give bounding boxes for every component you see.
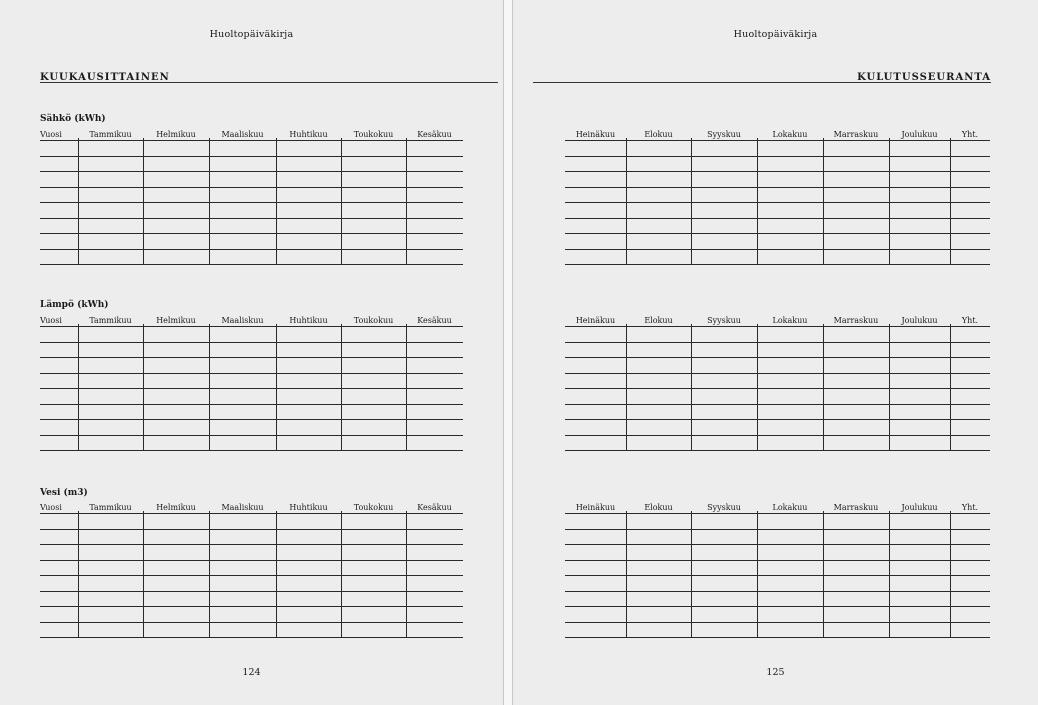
table-row-line [40,560,463,561]
column-header: Huhtikuu [289,316,328,325]
table-row-line [40,326,463,327]
table-row-line [565,264,990,265]
column-header: Vuosi [40,316,62,325]
column-header: Elokuu [644,316,673,325]
heading-rule [40,82,498,83]
column-header: Heinäkuu [575,503,616,512]
table-column-divider [757,138,758,264]
right-page [513,0,1038,705]
column-header: Helmikuu [156,503,196,512]
table-row-line [40,404,463,405]
column-header: Heinäkuu [575,316,616,325]
table-row-line [565,249,990,250]
column-header: Toukokuu [353,130,394,139]
running-head: Huoltopäiväkirja [209,29,294,40]
table-column-divider [209,324,210,450]
table-column-divider [626,511,627,637]
table-column-divider [341,511,342,637]
table-row-line [40,591,463,592]
column-header: Huhtikuu [289,130,328,139]
block-title-water: Vesi (m3) [40,488,88,498]
table-row-line [565,529,990,530]
column-header: Toukokuu [353,503,394,512]
table-row-line [565,419,990,420]
table-column-divider [889,324,890,450]
table-row-line [565,156,990,157]
column-header: Syyskuu [707,503,741,512]
table-row-line [40,529,463,530]
table-row-line [565,388,990,389]
column-header: Tammikuu [89,316,132,325]
column-header: Elokuu [644,130,673,139]
table-row-line [40,575,463,576]
column-header: Marraskuu [833,503,879,512]
column-header: Tammikuu [89,130,132,139]
table-row-line [565,357,990,358]
table-column-divider [950,324,951,450]
page-number: 125 [766,667,785,678]
table-column-divider [341,138,342,264]
column-header: Syyskuu [707,130,741,139]
table-column-divider [950,138,951,264]
table-column-divider [209,511,210,637]
block-title-electricity: Sähkö (kWh) [40,114,106,124]
consumption-table-2 [565,316,990,450]
column-header: Vuosi [40,130,62,139]
table-row-line [565,544,990,545]
table-row-line [40,202,463,203]
table-row-line [565,606,990,607]
table-row-line [40,419,463,420]
column-header: Helmikuu [156,130,196,139]
table-column-divider [143,511,144,637]
table-row-line [40,637,463,638]
column-header: Huhtikuu [289,503,328,512]
table-row-line [40,373,463,374]
table-column-divider [276,138,277,264]
table-row-line [40,357,463,358]
table-row-line [565,218,990,219]
table-row-line [40,606,463,607]
column-header: Yht. [961,503,979,512]
table-column-divider [406,511,407,637]
column-header: Maaliskuu [221,503,264,512]
table-row-line [40,187,463,188]
column-header: Marraskuu [833,316,879,325]
column-header: Kesäkuu [417,316,452,325]
table-column-divider [78,324,79,450]
table-row-line [565,637,990,638]
table-row-line [565,202,990,203]
table-row-line [565,342,990,343]
table-row-line [565,622,990,623]
column-header: Tammikuu [89,503,132,512]
table-row-line [40,388,463,389]
table-row-line [565,575,990,576]
page-number: 124 [242,667,261,678]
table-column-divider [626,324,627,450]
block-title-heat: Lämpö (kWh) [40,300,109,310]
table-row-line [40,249,463,250]
table-row-line [565,560,990,561]
table-column-divider [691,324,692,450]
column-header: Lokakuu [772,503,808,512]
table-column-divider [823,138,824,264]
running-head: Huoltopäiväkirja [733,29,818,40]
heading-rule [533,82,991,83]
table-row-line [565,513,990,514]
column-header: Maaliskuu [221,316,264,325]
table-column-divider [143,324,144,450]
table-column-divider [209,138,210,264]
table-row-line [40,264,463,265]
table-row-line [565,591,990,592]
table-row-line [565,233,990,234]
table-row-line [40,233,463,234]
column-header: Yht. [961,316,979,325]
column-header: Helmikuu [156,316,196,325]
table-column-divider [78,138,79,264]
table-row-line [565,450,990,451]
table-column-divider [757,324,758,450]
table-column-divider [276,511,277,637]
consumption-table-electricity [40,130,463,264]
table-column-divider [406,324,407,450]
consumption-table-heat [40,316,463,450]
table-row-line [40,544,463,545]
table-column-divider [950,511,951,637]
column-header: Kesäkuu [417,503,452,512]
left-page [0,0,503,705]
table-row-line [40,156,463,157]
table-column-divider [78,511,79,637]
column-header: Heinäkuu [575,130,616,139]
consumption-table-water [40,503,463,637]
column-header: Elokuu [644,503,673,512]
column-header: Joulukuu [901,130,938,139]
table-column-divider [406,138,407,264]
section-heading: KULUTUSSEURANTA [857,72,991,83]
consumption-table-3 [565,503,990,637]
column-header: Maaliskuu [221,130,264,139]
table-row-line [565,326,990,327]
column-header: Marraskuu [833,130,879,139]
table-row-line [40,140,463,141]
table-row-line [40,450,463,451]
table-row-line [40,171,463,172]
column-header: Vuosi [40,503,62,512]
table-row-line [565,140,990,141]
table-row-line [40,218,463,219]
column-header: Kesäkuu [417,130,452,139]
column-header: Lokakuu [772,130,808,139]
table-column-divider [823,511,824,637]
table-row-line [40,622,463,623]
table-column-divider [626,138,627,264]
column-header: Lokakuu [772,316,808,325]
table-column-divider [276,324,277,450]
section-heading: KUUKAUSITTAINEN [40,72,170,83]
table-row-line [565,171,990,172]
table-row-line [565,187,990,188]
column-header: Syyskuu [707,316,741,325]
table-row-line [40,435,463,436]
table-row-line [565,435,990,436]
table-row-line [565,404,990,405]
table-column-divider [691,138,692,264]
table-column-divider [889,138,890,264]
table-column-divider [691,511,692,637]
table-column-divider [757,511,758,637]
table-row-line [40,513,463,514]
table-column-divider [823,324,824,450]
consumption-table-1 [565,130,990,264]
table-column-divider [143,138,144,264]
column-header: Yht. [961,130,979,139]
table-row-line [565,373,990,374]
table-column-divider [341,324,342,450]
column-header: Joulukuu [901,503,938,512]
column-header: Joulukuu [901,316,938,325]
book-gutter [503,0,513,705]
table-column-divider [889,511,890,637]
table-row-line [40,342,463,343]
column-header: Toukokuu [353,316,394,325]
